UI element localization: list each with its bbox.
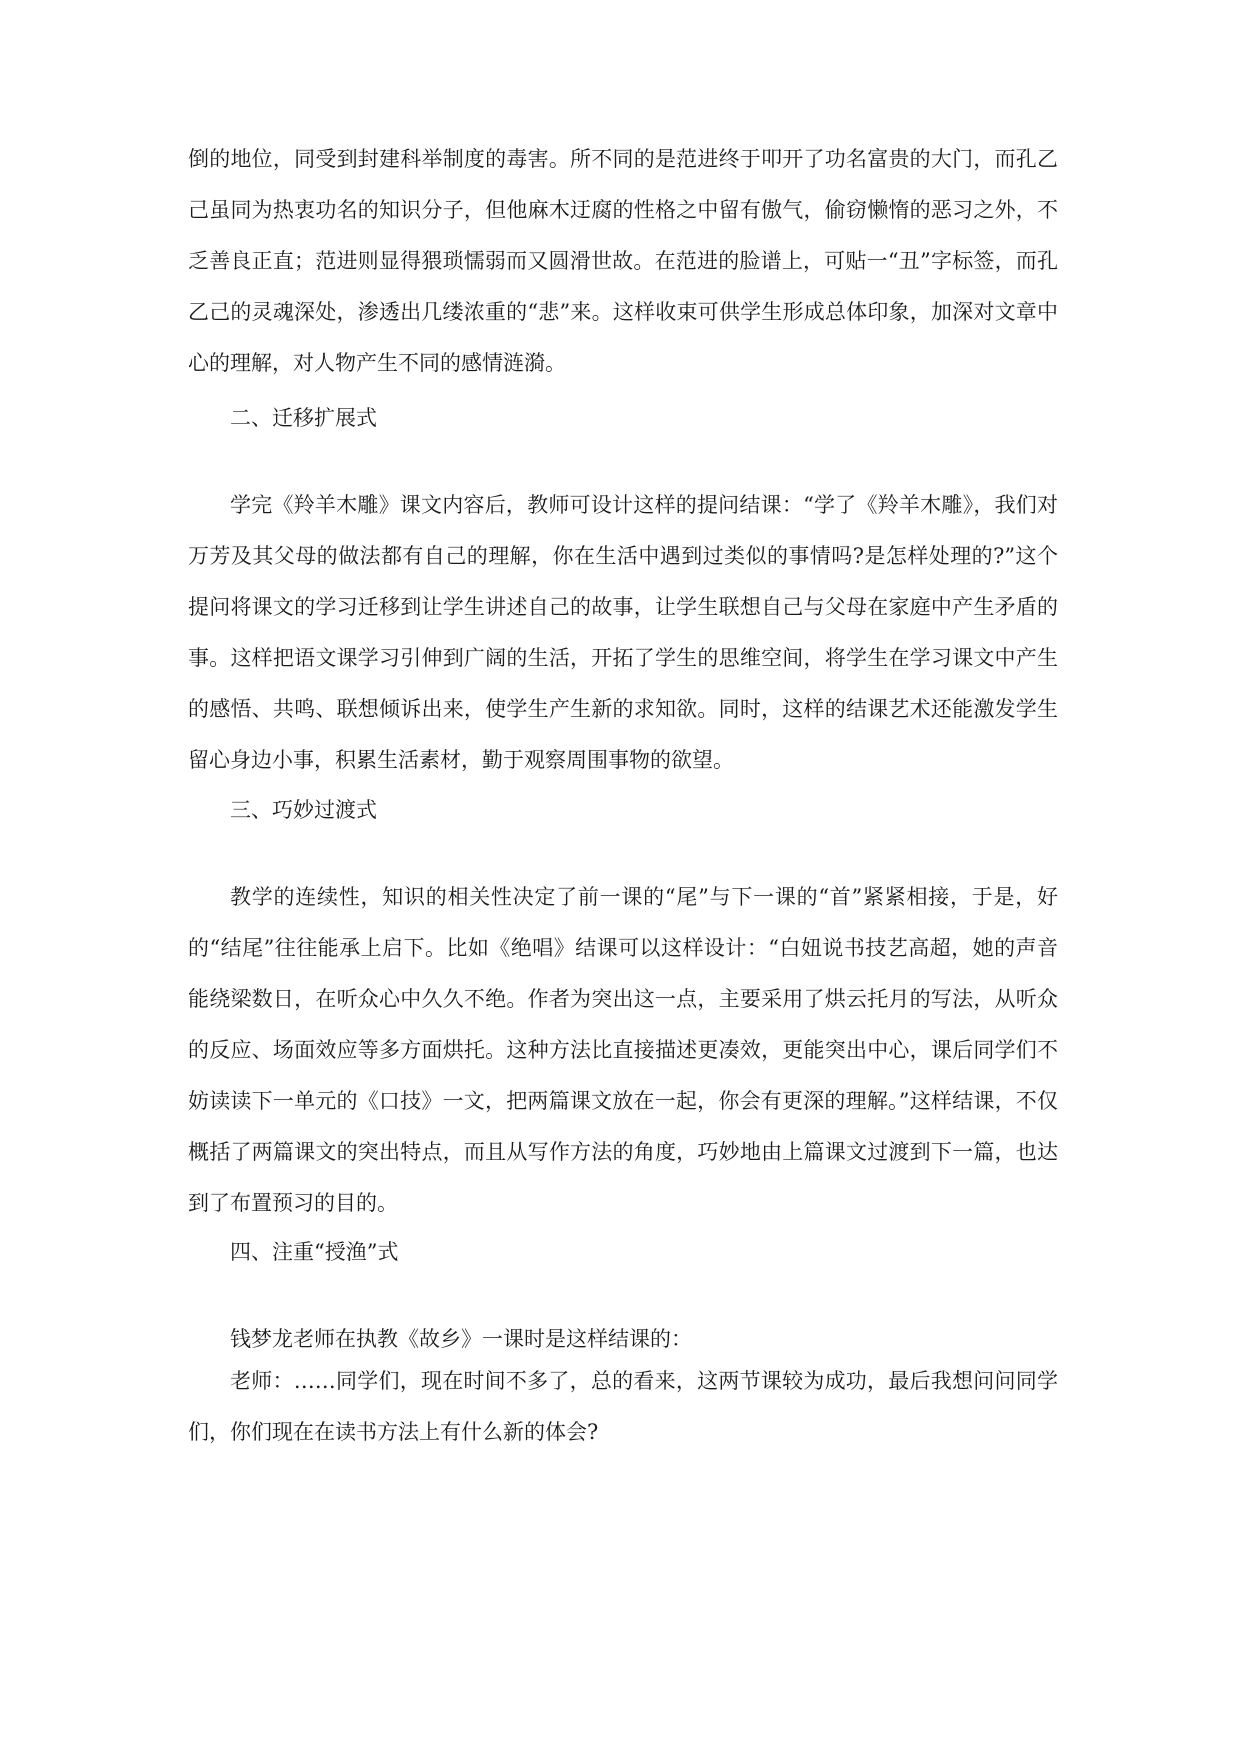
paragraph-section-3: 教学的连续性，知识的相关性决定了前一课的“尾”与下一课的“首”紧紧相接，于是，好的“结尾”往往能承上启下。比如《绝唱》结课可以这样设计：“白妞说书技艺高超，她的声音能绕梁数日，在听众心中久久不绝。作者为突出这一点，主要采用了烘云托月的写法，从听众的反应、场面效应等多方面烘托。这种方法比直接描述更凑效，更能突出中心，课后同学们不妨读读下一单元的《口技》一文，把两篇课文放在一起，你会有更深的理解。”这样结课，不仅概括了两篇课文的突出特点，而且从写作方法的角度，巧妙地由上篇课文过渡到下一篇，也达到了布置预习的目的。 bbox=[188, 885, 1058, 1215]
section-heading-3: 三、巧妙过渡式 bbox=[230, 798, 377, 822]
section-heading-4: 四、注重“授渔”式 bbox=[230, 1240, 399, 1264]
paragraph-section-4-intro: 钱梦龙老师在执教《故乡》一课时是这样结课的： bbox=[230, 1327, 692, 1351]
paragraph-continued: 倒的地位，同受到封建科举制度的毒害。所不同的是范进终于叩开了功名富贵的大门，而孔乙己虽同为热衷功名的知识分子，但他麻木迂腐的性格之中留有傲气，偷窃懒惰的恶习之外，不乏善良正直；范进则显得猥琐懦弱而又圆滑世故。在范进的脸谱上，可贴一“丑”字标签，而孔乙己的灵魂深处，渗透出几缕浓重的“悲”来。这样收束可供学生形成总体印象，加深对文章中心的理解，对人物产生不同的感情涟漪。 bbox=[188, 147, 1058, 375]
section-heading-2: 二、迁移扩展式 bbox=[230, 406, 377, 430]
paragraph-teacher-dialogue: 老师：……同学们，现在时间不多了，总的看来，这两节课较为成功，最后我想问问同学们，你们现在在读书方法上有什么新的体会? bbox=[188, 1369, 1058, 1444]
paragraph-section-2: 学完《羚羊木雕》课文内容后，教师可设计这样的提问结课：“学了《羚羊木雕》，我们对万芳及其父母的做法都有自己的理解，你在生活中遇到过类似的事情吗?是怎样处理的?”这个提问将课文的学习迁移到让学生讲述自己的故事，让学生联想自己与父母在家庭中产生矛盾的事。这样把语文课学习引伸到广阔的生活，开拓了学生的思维空间，将学生在学习课文中产生的感悟、共鸣、联想倾诉出来，使学生产生新的求知欲。同时，这样的结课艺术还能激发学生留心身边小事，积累生活素材，勤于观察周围事物的欲望。 bbox=[188, 493, 1058, 772]
